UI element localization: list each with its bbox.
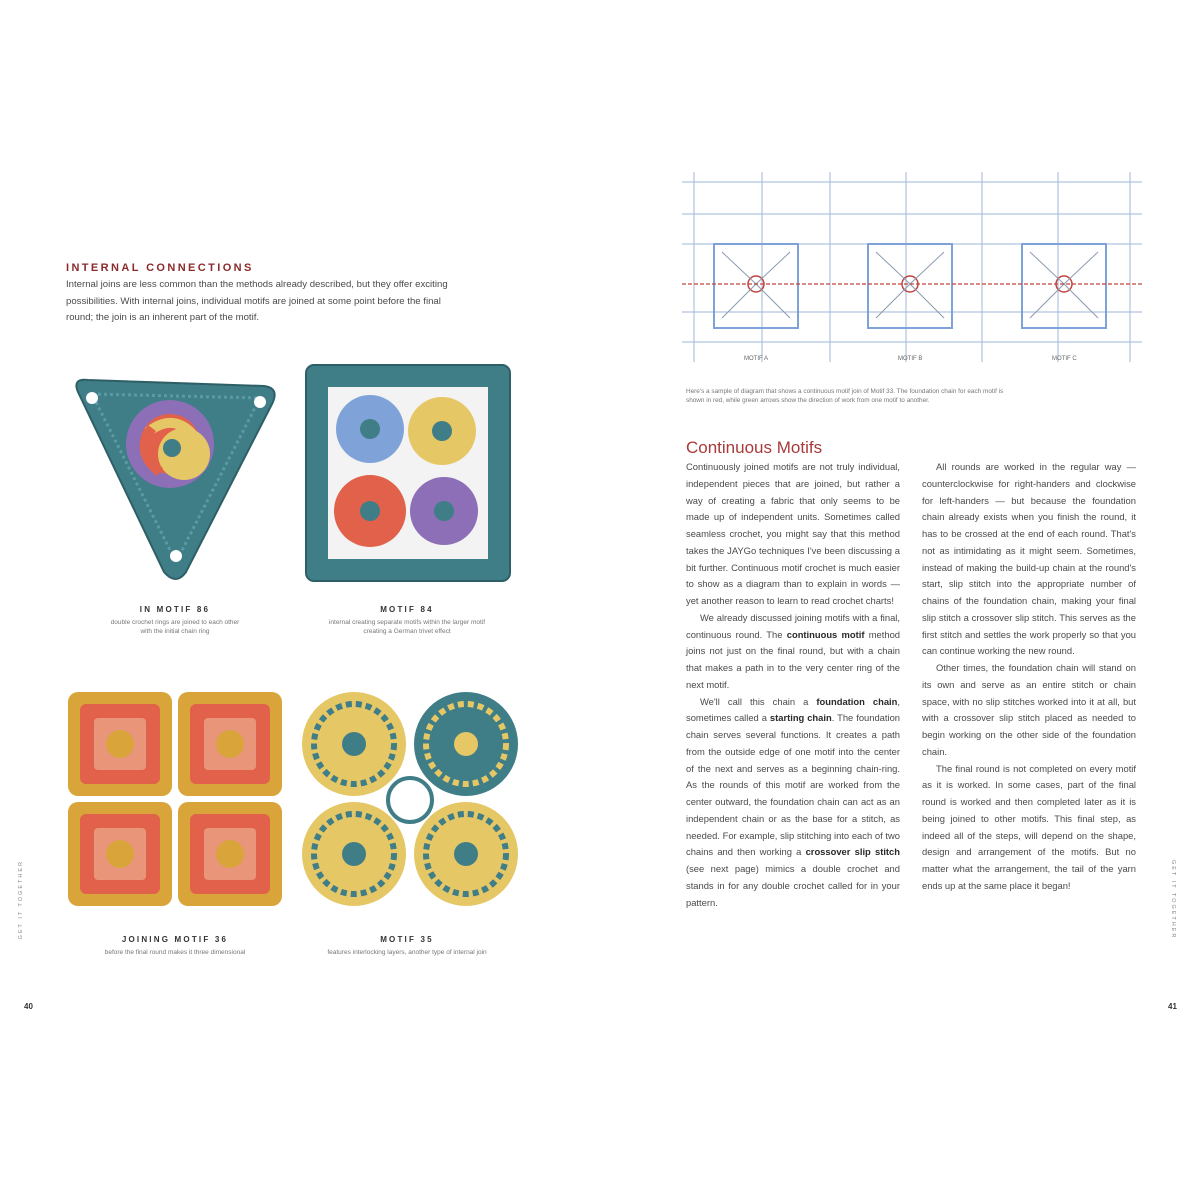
flower-coral [334,475,406,547]
paragraph [922,660,1136,761]
caption-line: with the initial chain ring [140,628,210,635]
paragraph [686,610,900,694]
photo-four-squares-motif [66,690,284,908]
diagram-label-c: MOTIF C [1052,356,1077,362]
intro-line: Internal joins are less common than the methods already described, but they offer exciting [66,279,448,290]
term-continuous-motif: continuous motif [786,628,865,640]
flower-purple [410,477,478,545]
photo-square-flowers-motif [302,361,514,585]
paragraph [686,459,900,610]
caption-title-motif-35: MOTIF 35 [380,935,434,944]
caption-text-motif-84 [296,618,518,636]
diagram-caption [686,387,1146,405]
term-starting-chain: starting chain [769,712,832,724]
caption-line: creating a German trivet effect [363,628,451,635]
caption-title-in-motif-86: IN MOTIF 86 [139,605,211,614]
caption-line: shown in red, while green arrows show the direction of work from one motif to another. [686,397,930,404]
text-column-2 [922,459,1136,895]
running-head-left: GET IT TOGETHER [18,860,24,940]
diagram-label-b: MOTIF B [898,356,923,362]
caption-title-joining-motif-36: JOINING MOTIF 36 [121,935,229,944]
paragraph [686,694,900,912]
caption-line: double crochet rings are joined to each other [110,619,240,626]
text-run: The final round is not completed on every motif as it is worked. In some cases, part of the final round is worked and then completed later as it is being joined to other motifs. This final step, as indeed all of the steps, will depend on the shape, design and arrangement of the motifs. But no matter what the arrangement, the tail of the yarn ends up at the same place it began! [922,762,1136,891]
section-heading-internal-connections: INTERNAL CONNECTIONS [66,262,254,274]
text-run: , sometimes called a [686,695,900,724]
paragraph [922,459,1136,660]
running-head-right: GET IT TOGETHER [1170,860,1176,940]
photo-four-circles-motif [298,690,524,910]
caption-text-joining-motif-36 [64,948,286,957]
flower-yellow [408,397,476,465]
text-run: . The foundation chain serves several functions. It creates a path from the outside edge of one motif into the center of the next and serves as a beginning chain-ring. As the rounds of this motif are worked from the center outward, the foundation chain can act as an independent chain or as the base for a stitch, as needed. For example, slip stitching into each of two chains and then working a [686,712,901,858]
intro-line: possibilities. With internal joins, individual motifs are joined at some point before the final [66,295,441,307]
text-run: All rounds are worked in the regular way — counterclockwise for right-handers and clockwise for left-handers — but because the foundation chain already exists when you finish the round, it has to be crossed at the end of each round. That's not as intimidating as it might seem. Sometimes, instead of making the build-up chain at the round's start, slip stitch into the appropriate number of chains of the foundation chain, making your final slip stitch a crossover slip stitch. This serves as the first stitch and settles the work properly so that you can continue working the new round. [922,461,1136,657]
text-run: Other times, the foundation chain will stand on its own and serve as an entire stitch or chain space, with no slip stitches worked into it at all, but with a crossover slip stitch placed as needed to begin working on the other side of the foundation chain. [922,662,1136,757]
page-number-left: 40 [24,1002,33,1011]
caption-line: Here's a sample of diagram that shows a continuous motif join of Motif 33. The foundation chain for each motif is [686,388,1004,395]
text-column-1 [686,459,900,911]
caption-title-motif-84: MOTIF 84 [380,605,434,614]
text-run: (see next page) mimics a double crochet and stands in for any double crochet called for in your pattern. [686,863,900,908]
intro-line: round; the join is an inherent part of the motif. [66,312,260,324]
caption-line: features interlocking layers, another type of internal join [327,949,487,956]
caption-line: before the final round makes it three dimensional [104,949,246,956]
caption-line: internal creating separate motifs within the larger motif [328,619,486,626]
continuous-motif-diagram [682,172,1142,368]
text-run: We already discussed joining motifs with a final, continuous round. The [686,611,900,640]
text-run: Continuously joined motifs are not truly individual, independent pieces that are joined, but rather a way of creating a fabric that only seems to be made up of independent units. Sometimes called seamless crochet, you might say that this method takes the JAYGo techniques I've been discussing a bit further. Continuous motif crochet is much easier to show as a diagram than to explain in words — yet another reason to learn to read crochet charts! [686,461,900,606]
caption-text-in-motif-86 [64,618,286,636]
flower-blue [336,395,404,463]
photo-triangle-motif [64,372,286,584]
term-foundation-chain: foundation chain [816,695,898,707]
diagram-label-a: MOTIF A [744,356,768,362]
intro-paragraph [66,277,506,327]
section-title-continuous-motifs: Continuous Motifs [686,438,823,457]
caption-text-motif-35 [296,948,518,957]
paragraph [922,761,1136,895]
text-run: method joins not just on the final round, but with a chain that makes a path in to the very center ring of the next motif. [686,628,900,690]
page-number-right: 41 [1168,1002,1177,1011]
term-crossover-slip-stitch: crossover slip stitch [805,846,900,858]
text-run: We'll call this chain a [700,695,817,707]
